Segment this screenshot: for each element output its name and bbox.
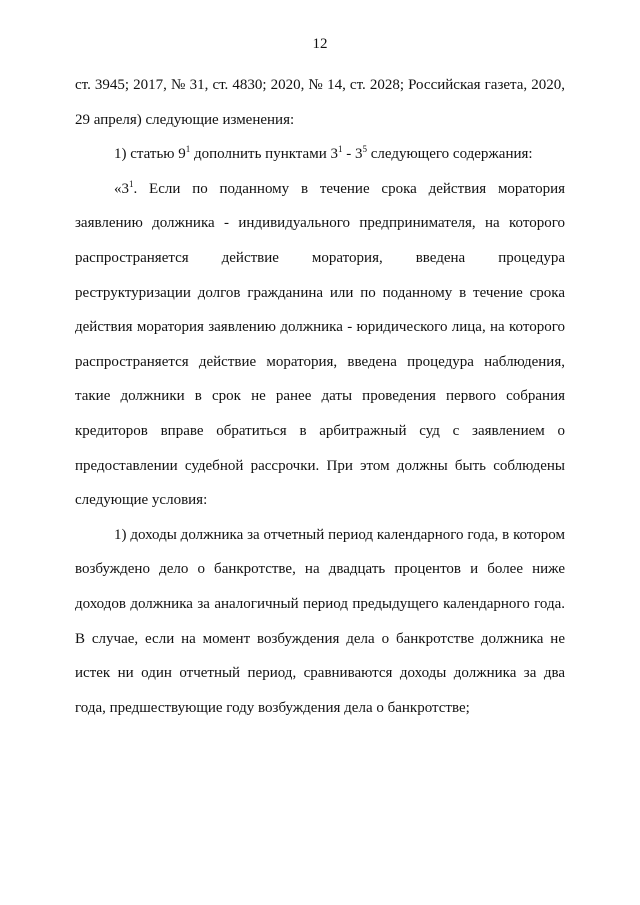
point-number: «3 xyxy=(114,180,129,197)
page-number: 12 xyxy=(312,36,328,52)
superscript: 1 xyxy=(129,178,134,189)
amendment-intro-part-d: следующего содержания: xyxy=(366,146,533,163)
amendment-intro-part-a: 1) статью 9 xyxy=(114,146,186,163)
amendment-intro-part-c: - 3 xyxy=(342,146,363,163)
point-text: . Если по поданному в течение срока действия моратория заявлению должника - индивидуального предпринимателя, на которого распространяется действие моратория, введена процедура реструктуризации долгов гражданина или по поданному в течение срока действия моратория заявлению должника - юридического лица, на которого распространяется действие моратория, введена процедура наблюдения, такие должники в срок не ранее даты проведения первого собрания кредиторов вправе обратиться в арбитражный суд с заявлением о предоставлении судебной рассрочки. При этом должны быть соблюдены следующие условия: xyxy=(75,180,565,509)
superscript: 1 xyxy=(337,144,343,155)
amendment-intro-part-b: дополнить пунктами 3 xyxy=(190,146,338,163)
document-body xyxy=(75,68,565,725)
paragraph-amendment-intro xyxy=(75,137,565,172)
paragraph-point-3-1 xyxy=(75,172,565,518)
paragraph-continuation: ст. 3945; 2017, № 31, ст. 4830; 2020, № 14, ст. 2028; Российская газета, 2020, 29 апреля) следующие изменения: xyxy=(75,77,565,128)
superscript: 1 xyxy=(185,144,191,155)
paragraph-condition-1: 1) доходы должника за отчетный период календарного года, в котором возбуждено дело о банкротстве, на двадцать процентов и более ниже доходов должника за аналогичный период предыдущего календарного года. В случае, если на момент возбуждения дела о банкротстве должника не истек ни один отчетный период, сравниваются доходы должника за два года, предшествующие году возбуждения дела о банкротстве; xyxy=(75,526,565,716)
superscript: 5 xyxy=(362,144,367,155)
